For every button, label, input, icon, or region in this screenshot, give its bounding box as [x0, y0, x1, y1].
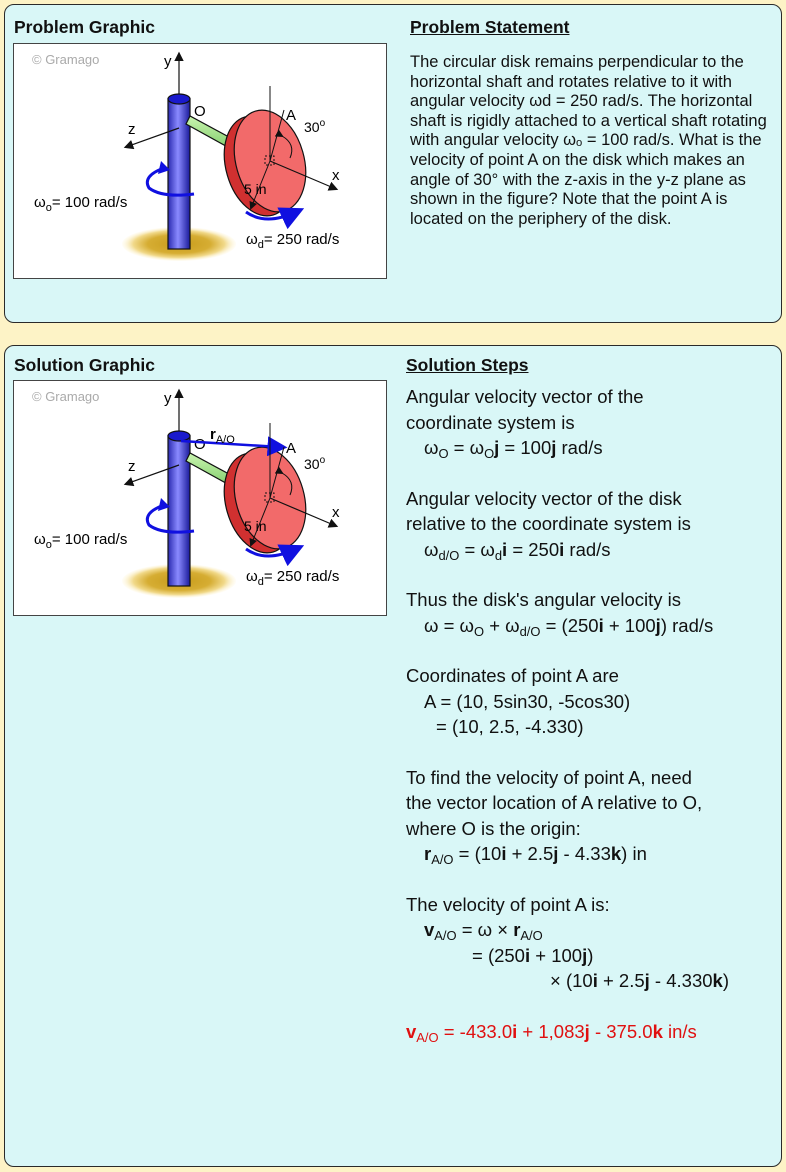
omega-d-label: $\omega_d= 250$ rad/s	[246, 231, 340, 251]
step4-line3: = (10, 2.5, -4.330)	[436, 716, 584, 737]
angle-label: 30$^o$	[304, 455, 326, 472]
step6-line1: The velocity of point A is:	[406, 893, 610, 915]
step2-line2: relative to the coordinate system is	[406, 513, 691, 534]
vertical-shaft-top	[168, 94, 190, 104]
solution-steps	[406, 384, 778, 1044]
y-axis-label: y	[164, 53, 172, 70]
copyright-text: © Gramago	[32, 52, 100, 67]
angle-label: 30$^o$	[304, 118, 326, 135]
problem-diagram	[14, 44, 386, 278]
step3-line1: Thus the disk's angular velocity is	[406, 589, 681, 610]
omega-o-label: $\omega_o= 100$ rad/s	[34, 194, 128, 214]
step1-equation: $\omega_O = \omega_Oj = 100j$ rad/s	[424, 437, 603, 461]
step3-equation: $\omega = \omega_O + \omega_{d/O} = (250i + 100j)$ rad/s	[424, 614, 714, 639]
solution-figure	[13, 380, 387, 616]
solution-diagram	[14, 381, 386, 615]
x-axis-label: x	[332, 504, 340, 521]
step4-line1: Coordinates of point A are	[406, 665, 619, 686]
step1-line1: Angular velocity vector of the	[406, 386, 644, 407]
origin-label: O	[194, 436, 206, 453]
r-a-o-label: $r_{A/O}$	[210, 426, 235, 446]
final-answer: $v_{A/O} = -433.0i + 1,083j - 375.0k$ in/s	[406, 1020, 697, 1045]
y-axis-label: y	[164, 390, 172, 407]
step5-line3: where O is the origin:	[406, 817, 581, 839]
step1-line2: coordinate system is	[406, 411, 575, 433]
origin-label: O	[194, 103, 206, 120]
problem-statement-title: Problem Statement	[410, 17, 570, 37]
step2-equation: $\omega_{d/O} = \omega_di = 250i$ rad/s	[424, 538, 611, 563]
omega-d-label: $\omega_d= 250$ rad/s	[246, 568, 340, 588]
x-axis-label: x	[332, 167, 340, 184]
step4-line2: A = (10, 5sin30, -5cos30)	[424, 690, 631, 712]
step6-equation-2: = (250i + 100j)	[472, 944, 594, 966]
step6-equation-3: × (10i + 2.5j - 4.330k)	[550, 970, 729, 991]
omega-o-label: $\omega_o= 100$ rad/s	[34, 531, 128, 551]
point-a-label: A	[286, 440, 297, 457]
step6-equation-1: $v_{A/O} = \omega \times r_{A/O}$	[424, 919, 543, 943]
solution-steps-title: Solution Steps	[406, 355, 529, 375]
vertical-shaft-top	[168, 431, 190, 441]
problem-statement-text: The circular disk remains perpendicular to the horizontal shaft and rotates relative to it with angular velocity ωd = 250 rad/s. The horizontal shaft is rigidly attached to a vertical shaft rotating with angular velocity ωₒ = 100 rad/s. What is the velocity of point A on the disk which makes an angle of 30° with the z-axis in the y-z plane as shown in the figure? Note that the point A is located on the periphery of the disk.	[410, 53, 767, 228]
problem-graphic-title: Problem Graphic	[14, 17, 156, 37]
solution-graphic-title: Solution Graphic	[14, 355, 155, 375]
radius-label: 5 in	[244, 181, 267, 197]
radius-label: 5 in	[244, 518, 267, 534]
step5-line2: the vector location of A relative to O,	[406, 792, 703, 813]
step5-equation: $r_{A/O} = (10i + 2.5j - 4.33k)$ in	[424, 843, 647, 867]
point-a-label: A	[286, 107, 297, 124]
solution-panel	[4, 345, 782, 1167]
step2-line1: Angular velocity vector of the disk	[406, 487, 682, 509]
step5-line1: To find the velocity of point A, need	[406, 766, 692, 788]
problem-panel	[4, 4, 782, 323]
z-axis-label: z	[128, 121, 136, 138]
problem-figure	[13, 43, 387, 279]
copyright-text: © Gramago	[32, 389, 100, 404]
z-axis-label: z	[128, 458, 136, 475]
